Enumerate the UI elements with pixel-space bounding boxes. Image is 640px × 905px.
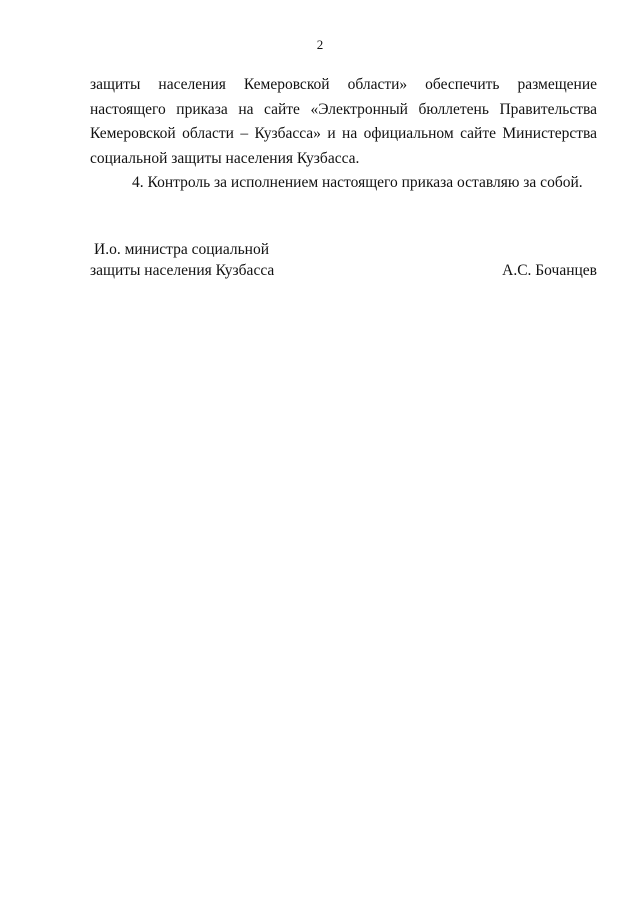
signature-block [90,239,597,281]
signatory-name: А.С. Бочанцев [502,262,597,279]
page-number: 2 [316,37,324,52]
document-body [90,73,597,196]
paragraph-publication: защиты населения Кемеровской области» обеспечить размещение настоящего приказа на сайте «Электронный бюллетень Правительства Кемеровской области – Кузбасса» и на официальном сайте Министерства социальной защиты населения Кузбасса. [90,76,597,167]
signatory-title-line1: И.о. министра социальной [94,241,269,258]
signature-row [90,260,597,281]
paragraph-control: 4. Контроль за исполнением настоящего приказа оставляю за собой. [132,174,583,191]
signatory-title-line2: защиты населения Кузбасса [90,262,275,279]
